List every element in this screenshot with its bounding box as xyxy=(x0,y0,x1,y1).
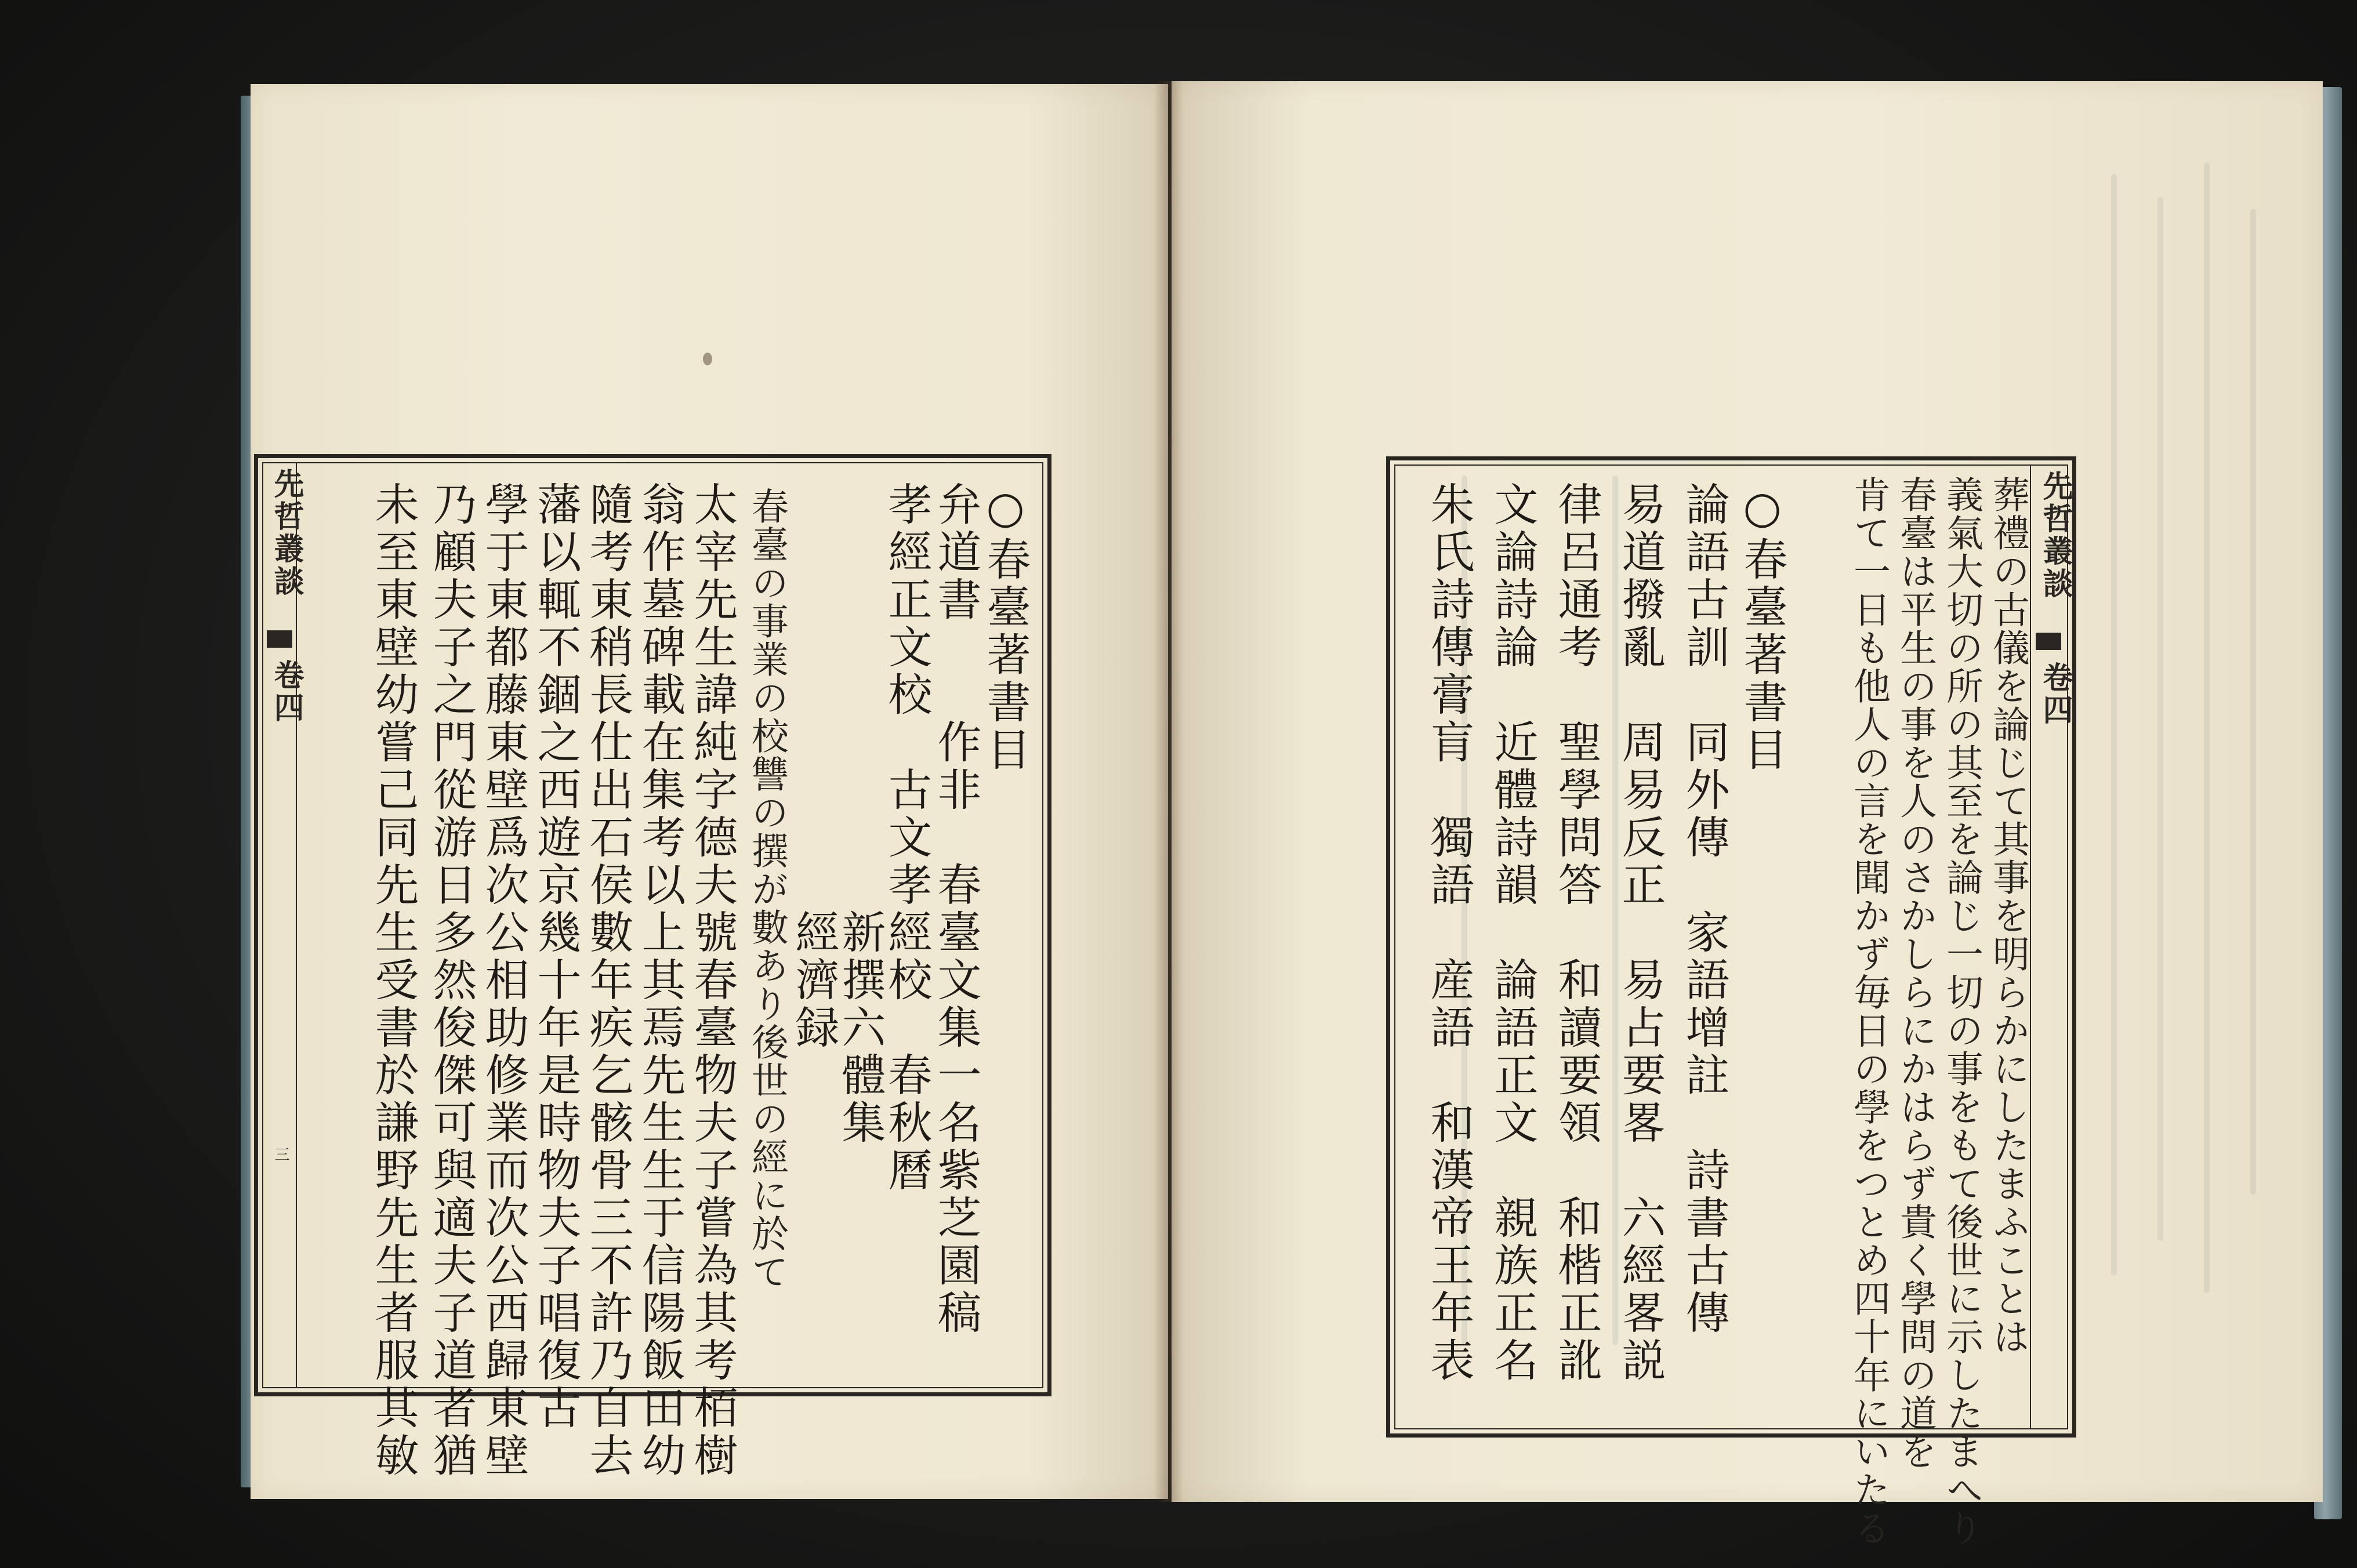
right-column-2: 論語古訓 同外傳 家語增註 詩書古傳 xyxy=(1678,481,1730,1337)
right-cursive-column-2: 義氣大切の所の其至を論じ一切の事をもて後世に示したまへり xyxy=(1940,476,1983,1547)
left-column-5: 經濟録 xyxy=(788,481,840,1052)
book-gutter xyxy=(1154,81,1183,1502)
right-cursive-column-1: 葬禮の古儀を論じて其事を明らかにしたまふことは xyxy=(1986,476,2029,1356)
right-column-6: 朱氏詩傳膏肓 獨語 産語 和漢帝王年表 xyxy=(1423,481,1475,1385)
left-running-head-volume: 卷四 xyxy=(269,659,304,724)
left-column-12: 乃顧夫子之門從游日多然俊傑可與適夫子道者猶 xyxy=(426,481,477,1480)
left-column-4: 新撰六體集 xyxy=(835,481,886,1147)
right-cursive-column-3: 春臺は平生の事を人のさかしらにかはらず貴く學問の道を xyxy=(1894,476,1937,1471)
left-page-number: 三 xyxy=(272,1146,289,1162)
right-running-head-title: 先哲叢談 xyxy=(2037,470,2073,600)
left-column-3: 孝經正文校 古文孝經校 春秋曆 xyxy=(881,481,933,1195)
right-hashira-black-mark xyxy=(2036,633,2061,650)
left-column-2: 弁道書 作非 春臺文集一名紫芝園稿 xyxy=(930,481,982,1337)
right-running-head-volume: 卷四 xyxy=(2037,662,2073,727)
left-hashira-black-mark xyxy=(267,630,292,648)
left-running-head xyxy=(262,462,304,1388)
left-column-13: 未至東壁幼嘗己同先生受書於謙野先生者服其敏 xyxy=(368,481,419,1480)
right-column-3: 易道撥亂 周易反正 易占要畧 六經畧説 xyxy=(1615,481,1666,1385)
left-column-7: 太宰先生諱純字德夫號春臺物夫子嘗為其考栢樹 xyxy=(687,481,738,1480)
left-column-11: 學于東都藤東壁爲次公相助修業而次公西歸東壁 xyxy=(478,481,530,1480)
right-column-5: 文論詩論 近體詩韻 論語正文 親族正名 xyxy=(1487,481,1539,1385)
paper-stain xyxy=(703,353,712,365)
left-column-8: 翁作墓碑載在集考以上其焉先生生于信陽飯田幼 xyxy=(634,481,686,1480)
left-running-head-title: 先哲叢談 xyxy=(269,468,304,598)
right-column-1: ○春臺著書目 xyxy=(1736,481,1788,774)
right-running-head xyxy=(2030,464,2073,1429)
left-column-6: 春臺の事業の校讐の撰が數あり後世の經に於て xyxy=(745,487,788,1291)
right-column-4: 律呂通考 聖學問答 和讀要領 和楷正訛 xyxy=(1551,481,1602,1385)
left-column-9: 隨考東稍長仕出石侯數年疾乞骸骨三不許乃自去 xyxy=(582,481,634,1480)
right-cursive-column-4: 肯て一日も他人の言を聞かず毎日の學をつとめ四十年にいたる xyxy=(1847,476,1890,1547)
left-column-1: ○春臺著書目 xyxy=(980,481,1031,774)
left-column-10: 藩以輒不錮之西遊京幾十年是時物夫子唱復古 xyxy=(530,481,582,1432)
